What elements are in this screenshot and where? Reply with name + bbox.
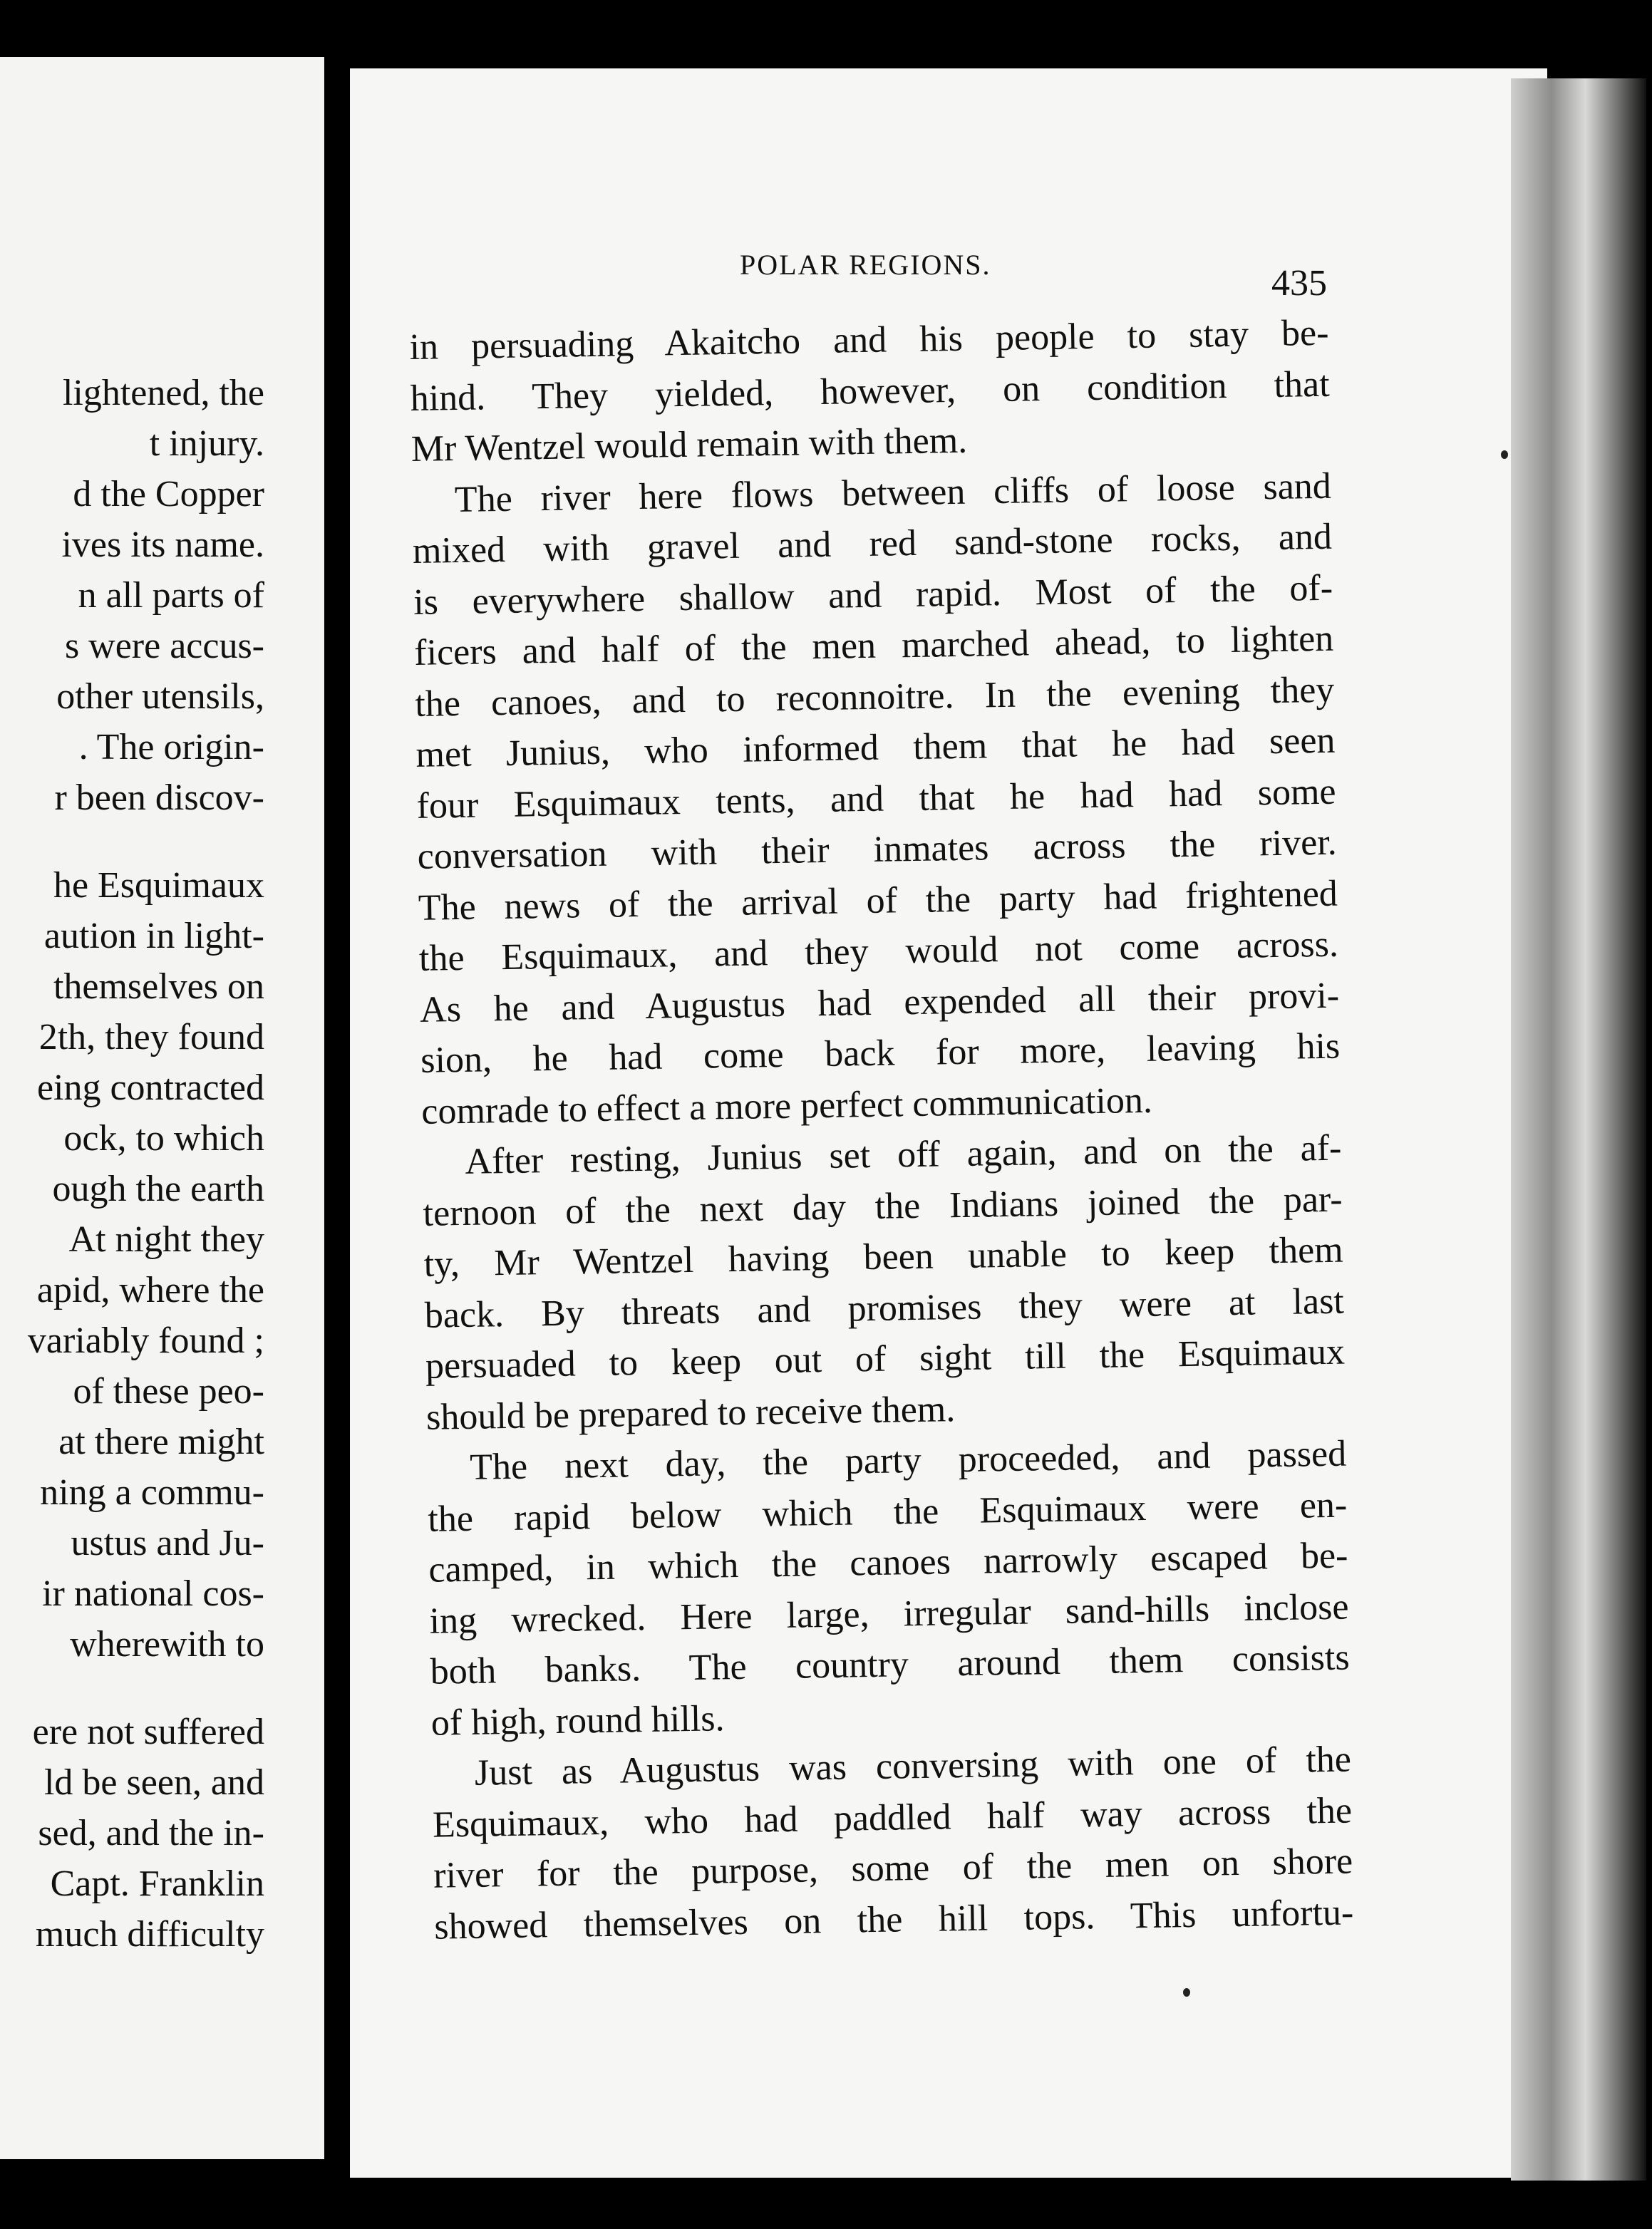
text-line: met Junius, who informed them that he had seen (415, 720, 1336, 775)
text-line: The river here flows between cliffs of loose sand (454, 465, 1332, 520)
left-text-line: he Esquimaux (53, 865, 264, 906)
text-line: ing wrecked. Here large, irregular sand-hills inclose (429, 1586, 1349, 1642)
running-head: POLAR REGIONS. (740, 249, 991, 281)
text-line: the canoes, and to reconnoitre. In the evening they (414, 669, 1335, 725)
left-text-line: ough the earth (52, 1169, 264, 1209)
text-line: As he and Augustus had expended all their provi- (419, 975, 1340, 1030)
text-line: After resting, Junius set off again, and on the af- (465, 1127, 1342, 1182)
left-text-line: lightened, the (62, 373, 264, 413)
text-line: the Esquimaux, and they would not come across. (418, 924, 1339, 979)
page-edge (1511, 78, 1646, 2181)
text-line: should be prepared to receive them. (425, 1388, 956, 1438)
text-line: sion, he had come back for more, leaving his (420, 1025, 1341, 1081)
left-text-line: Capt. Franklin (50, 1863, 264, 1904)
text-line: persuaded to keep out of sight till the Esquimaux (425, 1331, 1346, 1387)
left-text-line: at there might (58, 1422, 264, 1462)
left-text-line: t injury. (149, 423, 264, 464)
left-text-line (0, 823, 264, 860)
left-text-line: eing contracted (36, 1067, 264, 1108)
text-line: Esquimaux, who had paddled half way across the (432, 1789, 1353, 1846)
text-line: The news of the arrival of the party had frightened (418, 873, 1338, 929)
text-line: Just as Augustus was conversing with one of the (474, 1739, 1352, 1794)
text-line: is everywhere shallow and rapid. Most of the of- (413, 567, 1333, 623)
left-text-line: ning a commu- (40, 1472, 264, 1513)
text-line: back. By threats and promises they were at last (424, 1281, 1345, 1336)
left-text-line: 2th, they found (38, 1017, 264, 1057)
left-text-line: much difficulty (35, 1914, 264, 1955)
left-text-line: ives its name. (61, 524, 264, 565)
text-line: ternoon of the next day the Indians joined the par- (423, 1179, 1343, 1234)
left-text-line: At night they (68, 1219, 264, 1260)
text-line: The next day, the party proceeded, and passed (469, 1433, 1347, 1488)
left-text-line (0, 1670, 264, 1707)
page-number: 435 (1271, 263, 1327, 304)
text-line: comrade to effect a more perfect communication. (420, 1080, 1153, 1132)
text-line: river for the purpose, some of the men on shore (433, 1841, 1353, 1896)
left-text-line: apid, where the (36, 1270, 264, 1310)
left-facing-page (0, 57, 324, 2159)
left-text-line: r been discov- (54, 777, 264, 818)
left-text-line: themselves on (53, 966, 264, 1007)
left-text-line: n all parts of (78, 575, 264, 616)
page-speck (1501, 450, 1508, 459)
text-line: four Esquimaux tents, and that he had had some (416, 771, 1336, 827)
text-line: conversation with their inmates across the river. (417, 822, 1338, 877)
text-line: the rapid below which the Esquimaux were en- (427, 1484, 1348, 1540)
text-line: ficers and half of the men marched ahead, to lighten (413, 618, 1334, 673)
left-text-line: ir national cos- (42, 1573, 264, 1614)
text-line: mixed with gravel and red sand-stone rocks, and (412, 516, 1333, 572)
text-line: in persuading Akaitcho and his people to stay be- (409, 312, 1329, 368)
left-text-line: aution in light- (43, 916, 264, 956)
text-line: of high, round hills. (430, 1697, 725, 1744)
text-line: Mr Wentzel would remain with them. (411, 420, 968, 470)
left-text-line: other utensils, (56, 676, 264, 717)
left-text-line: wherewith to (70, 1624, 264, 1665)
text-line: hind. They yielded, however, on condition that (410, 363, 1330, 419)
text-line: both banks. The country around them consists (430, 1637, 1351, 1692)
text-line: camped, in which the canoes narrowly escaped be- (428, 1535, 1348, 1591)
left-page-text (0, 368, 264, 1960)
left-text-line: d the Copper (73, 474, 264, 514)
text-line: showed themselves on the hill tops. This unfortu- (433, 1891, 1354, 1948)
body-text (409, 308, 1354, 1953)
left-text-line: sed, and the in- (38, 1813, 264, 1853)
book-gutter (324, 57, 350, 2195)
left-text-line: ld be seen, and (43, 1762, 264, 1803)
page-speck (1183, 1988, 1190, 1997)
left-text-line: variably found ; (27, 1320, 264, 1361)
left-text-line: ustus and Ju- (71, 1523, 264, 1563)
left-text-line: s were accus- (64, 626, 264, 666)
text-line: ty, Mr Wentzel having been unable to keep them (423, 1229, 1344, 1285)
left-text-line: . The origin- (78, 727, 264, 767)
left-text-line: ock, to which (63, 1118, 264, 1159)
left-text-line: of these peo- (73, 1371, 264, 1412)
left-text-line: ere not suffered (32, 1712, 264, 1752)
